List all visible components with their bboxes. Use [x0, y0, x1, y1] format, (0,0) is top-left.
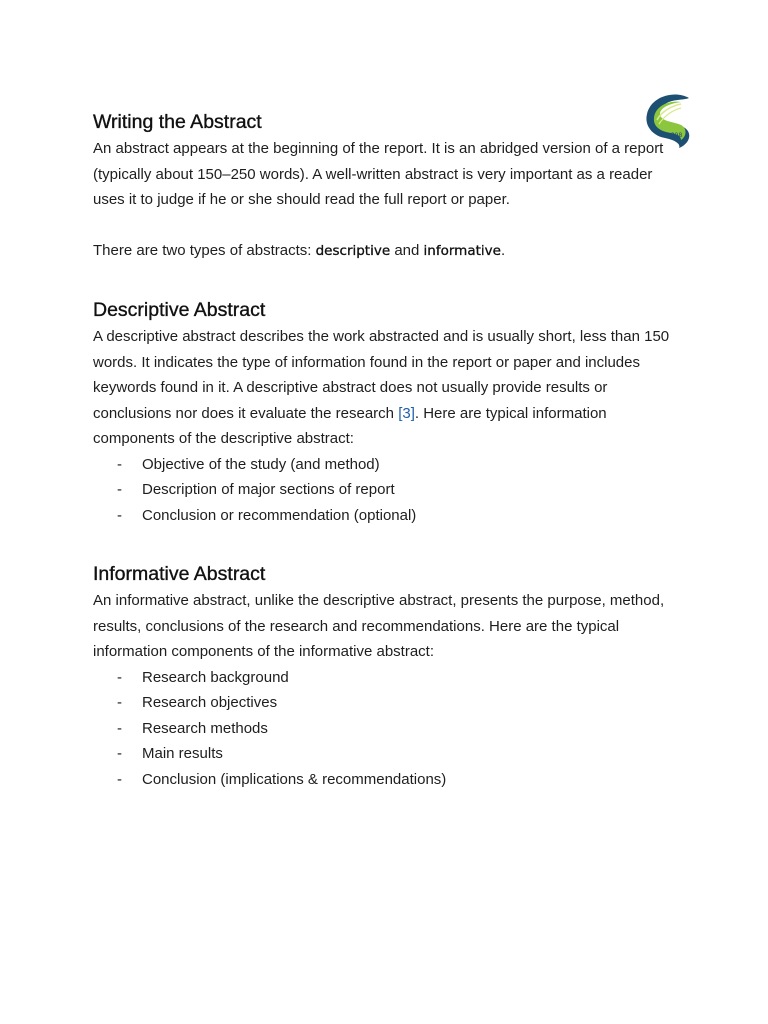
dash-bullet: - — [117, 719, 122, 737]
list-item-text: Conclusion (implications & recommendations) — [142, 770, 447, 788]
list-item-text: Main results — [142, 745, 223, 762]
types-prefix: There are two types of abstracts: — [93, 241, 316, 259]
descriptive-text-after-ref: . Here are typical information components of the descriptive abstract: — [93, 404, 607, 447]
list-item — [93, 477, 683, 503]
paragraph-abstract-intro: An abstract appears at the beginning of the report. It is an abridged version of a report (typically about 150–250 words). A well-written abstract is very important as a reader uses it to judge if he or she should read the full report or paper. — [93, 140, 664, 208]
paragraph-abstract-types — [93, 238, 683, 265]
list-item — [93, 716, 683, 742]
heading-informative-abstract: Informative Abstract — [93, 563, 266, 585]
list-item-text: Research methods — [142, 719, 268, 737]
heading-writing-the-abstract: Writing the Abstract — [93, 111, 262, 133]
list-item-text: Conclusion or recommendation (optional) — [142, 506, 417, 524]
dash-bullet: - — [117, 668, 122, 686]
types-suffix: . — [500, 241, 506, 259]
paragraph-informative: An informative abstract, unlike the descriptive abstract, presents the purpose, method, results, conclusions of the research and recommendations. Here are the typical information components of the informative abstract: — [93, 592, 665, 660]
list-item-text: Description of major sections of report — [142, 481, 395, 498]
informative-components-list — [93, 665, 683, 793]
dash-bullet: - — [117, 506, 122, 524]
types-and: and — [390, 241, 424, 259]
paragraph-descriptive — [93, 324, 683, 452]
dash-bullet: - — [117, 481, 122, 498]
dash-bullet: - — [117, 694, 122, 711]
list-item — [93, 665, 683, 691]
list-item — [93, 741, 683, 767]
document-body — [93, 108, 683, 792]
heading-descriptive-abstract: Descriptive Abstract — [93, 299, 266, 321]
dash-bullet: - — [117, 770, 122, 788]
dash-bullet: - — [117, 745, 122, 762]
list-item-text: Research objectives — [142, 694, 278, 711]
list-item — [93, 690, 683, 716]
list-item — [93, 452, 683, 478]
list-item — [93, 767, 683, 793]
citation-link[interactable]: [3] — [398, 404, 415, 422]
dash-bullet: - — [117, 455, 122, 473]
list-item-text: Research background — [142, 668, 289, 686]
term-informative: informative — [423, 242, 501, 259]
descriptive-components-list — [93, 452, 683, 529]
descriptive-text-before-ref: A descriptive abstract describes the work abstracted and is usually short, less than 150 words. It indicates the type of information found in the report or paper and includes keywords found in it. A descriptive abstract does not usually provide results or conclusions nor does it evaluate the research — [93, 328, 670, 422]
list-item — [93, 503, 683, 529]
logo-year-text: 1398 — [667, 132, 683, 139]
term-descriptive: descriptive — [315, 242, 391, 259]
list-item-text: Objective of the study (and method) — [142, 455, 380, 473]
